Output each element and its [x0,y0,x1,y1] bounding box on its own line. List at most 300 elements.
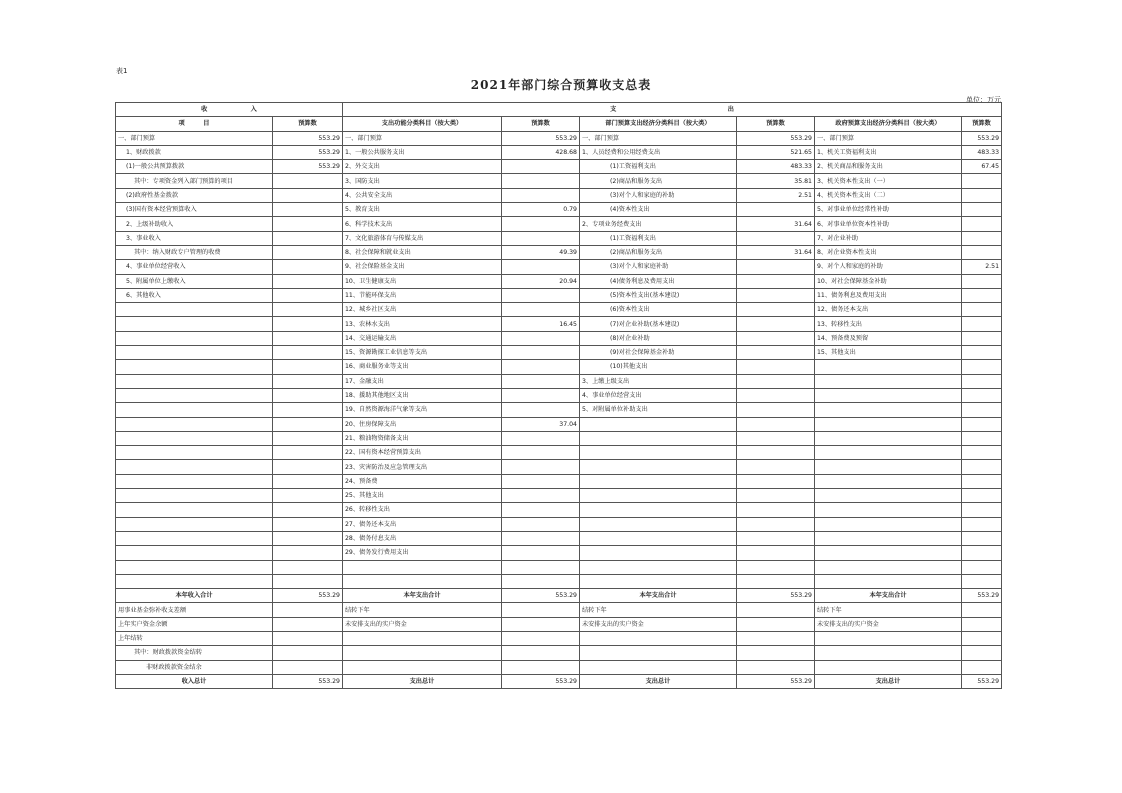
table-cell: 5、对附属单位补助支出 [580,403,737,417]
table-row [116,517,1002,531]
table-cell [815,660,962,674]
table-cell: 15、其他支出 [815,346,962,360]
table-cell [580,489,737,503]
table-cell [273,517,343,531]
table-cell [116,303,273,317]
table-row [116,417,1002,431]
table-row [116,331,1002,345]
table-cell: 553.29 [737,674,815,688]
table-cell [962,603,1002,617]
table-cell: 未安排支出的实户资金 [343,617,502,631]
table-cell [737,360,815,374]
table-cell [116,517,273,531]
column-header: 项 目 [116,117,273,131]
table-cell [273,245,343,259]
table-cell: 428.68 [502,145,580,159]
table-cell [116,489,273,503]
table-cell [273,374,343,388]
table-row [116,174,1002,188]
table-cell [502,560,580,574]
table-row [116,560,1002,574]
table-cell: 非财政拨款资金结余 [116,660,273,674]
table-row [116,403,1002,417]
table-cell: 7、对企业补助 [815,231,962,245]
table-cell [116,446,273,460]
table-cell [815,646,962,660]
table-cell: 553.29 [273,589,343,603]
table-cell [737,446,815,460]
table-cell [580,417,737,431]
table-cell: 1、一般公共服务支出 [343,145,502,159]
table-cell: 12、债务还本支出 [815,303,962,317]
table-cell: 一、部门预算 [343,131,502,145]
table-row [116,288,1002,302]
table-cell [815,546,962,560]
expense-group-header: 支 出 [343,103,1002,117]
table-cell [737,631,815,645]
table-cell [815,489,962,503]
table-cell [737,346,815,360]
table-cell: 结转下年 [580,603,737,617]
table-cell: 37.04 [502,417,580,431]
table-cell: 其中：专项资金列入部门预算的项目 [116,174,273,188]
table-cell [502,260,580,274]
table-cell [116,531,273,545]
table-row [116,160,1002,174]
table-cell: 14、预备费及预留 [815,331,962,345]
table-cell [580,531,737,545]
table-cell [502,217,580,231]
table-cell [116,360,273,374]
table-cell [962,617,1002,631]
table-cell [962,217,1002,231]
table-cell [502,160,580,174]
table-cell [737,517,815,531]
table-cell [737,603,815,617]
table-cell [815,517,962,531]
table-cell [502,174,580,188]
table-cell: 8、对企业资本性支出 [815,245,962,259]
table-cell: 4、机关资本性支出（二） [815,188,962,202]
table-cell: 本年支出合计 [580,589,737,603]
table-row [116,231,1002,245]
table-cell [962,203,1002,217]
table-row [116,131,1002,145]
table-cell [273,603,343,617]
unit-label: 单位：万元 [966,96,1001,104]
table-row [116,317,1002,331]
table-cell: 13、转移性支出 [815,317,962,331]
table-cell: 1、财政拨款 [116,145,273,159]
table-cell [962,417,1002,431]
table-cell [580,546,737,560]
table-cell [962,403,1002,417]
table-row [116,274,1002,288]
table-cell [502,617,580,631]
table-cell [502,603,580,617]
table-cell [580,660,737,674]
table-cell [502,374,580,388]
table-cell [737,431,815,445]
table-cell [580,460,737,474]
table-cell: 3、上缴上级支出 [580,374,737,388]
table-cell: 本年支出合计 [343,589,502,603]
column-header: 预算数 [962,117,1002,131]
table-cell [273,431,343,445]
table-cell [580,517,737,531]
income-group-header: 收 入 [116,103,343,117]
table-cell [580,646,737,660]
table-cell [273,288,343,302]
table-cell [273,646,343,660]
table-cell [737,474,815,488]
table-cell: 其中：财政拨款资金结转 [116,646,273,660]
table-row [116,203,1002,217]
table-cell: 6、科学技术支出 [343,217,502,231]
table-cell [962,646,1002,660]
table-cell: (1)工资福利支出 [580,231,737,245]
table-cell: 8、社会保障和就业支出 [343,245,502,259]
table-cell [273,503,343,517]
table-row [116,446,1002,460]
table-cell: (3)国有资本经营预算收入 [116,203,273,217]
table-row [116,374,1002,388]
table-cell: 31.64 [737,245,815,259]
table-cell [116,388,273,402]
table-cell [502,474,580,488]
table-cell [737,403,815,417]
table-cell [502,546,580,560]
table-row [116,503,1002,517]
table-cell [737,417,815,431]
table-cell: 结转下年 [343,603,502,617]
table-cell [273,460,343,474]
table-cell [962,174,1002,188]
table-cell [273,446,343,460]
table-cell [273,531,343,545]
table-cell: 一、部门预算 [815,131,962,145]
table-cell [737,231,815,245]
table-cell [737,303,815,317]
table-cell [273,474,343,488]
table-row [116,188,1002,202]
page-title: 2021年部门综合预算收支总表 [470,78,652,92]
table-cell: 3、事业收入 [116,231,273,245]
table-cell [737,503,815,517]
table-cell [815,560,962,574]
table-cell [962,388,1002,402]
table-cell: (1)一般公共预算拨款 [116,160,273,174]
table-cell [502,631,580,645]
table-cell [962,331,1002,345]
table-cell [962,374,1002,388]
table-cell [273,617,343,631]
table-cell [962,245,1002,259]
table-cell [962,288,1002,302]
table-cell: 1、机关工资福利支出 [815,145,962,159]
table-cell: 2.51 [962,260,1002,274]
table-cell [273,574,343,588]
table-row [116,303,1002,317]
table-cell: 2、专项业务经费支出 [580,217,737,231]
table-cell [737,388,815,402]
table-cell [343,560,502,574]
table-cell: 553.29 [737,131,815,145]
table-cell: 2、机关商品和服务支出 [815,160,962,174]
carry-row [116,617,1002,631]
table-cell [116,346,273,360]
table-cell [962,560,1002,574]
table-cell: 9、社会保险基金支出 [343,260,502,274]
table-cell: 16、商业服务业等支出 [343,360,502,374]
table-cell [116,560,273,574]
column-header: 预算数 [273,117,343,131]
table-cell [273,303,343,317]
table-cell [116,546,273,560]
table-cell: (1)工资福利支出 [580,160,737,174]
table-cell: 支出总计 [815,674,962,688]
budget-table [115,102,1002,689]
table-cell [343,631,502,645]
table-cell [815,431,962,445]
table-cell [962,346,1002,360]
table-cell [273,346,343,360]
table-cell: 31.64 [737,217,815,231]
table-cell: 5、对事业单位经常性补助 [815,203,962,217]
table-cell [343,574,502,588]
table-cell [737,203,815,217]
table-cell [116,374,273,388]
table-cell [962,489,1002,503]
table-cell [737,317,815,331]
table-cell: 11、债务利息及费用支出 [815,288,962,302]
table-cell [962,631,1002,645]
column-header: 预算数 [737,117,815,131]
table-row [116,531,1002,545]
table-cell: 23、灾害防治及应急管理支出 [343,460,502,474]
table-cell: 2.51 [737,188,815,202]
table-cell: 未安排支出的实户资金 [815,617,962,631]
table-cell [580,446,737,460]
table-cell [962,574,1002,588]
table-cell [116,317,273,331]
table-cell: 553.29 [273,674,343,688]
table-cell: 553.29 [962,674,1002,688]
table-cell [273,489,343,503]
table-cell: 553.29 [962,589,1002,603]
table-cell: 支出总计 [580,674,737,688]
table-cell: 2、上级补助收入 [116,217,273,231]
table-cell [737,331,815,345]
table-cell [502,489,580,503]
table-cell [502,346,580,360]
table-cell: (5)资本性支出(基本建设) [580,288,737,302]
table-cell [273,217,343,231]
table-cell [737,531,815,545]
table-cell: 553.29 [502,589,580,603]
table-cell [273,546,343,560]
table-cell [815,574,962,588]
table-cell [737,560,815,574]
table-cell: 20、住房保障支出 [343,417,502,431]
table-cell [502,503,580,517]
table-cell [502,646,580,660]
table-cell [737,460,815,474]
table-cell: 35.81 [737,174,815,188]
table-cell [815,460,962,474]
table-cell: 11、节能环保支出 [343,288,502,302]
table-number: 表1 [116,67,128,75]
header-row-columns [116,117,1002,131]
table-cell [116,503,273,517]
table-body [116,103,1002,689]
table-cell [273,174,343,188]
table-cell [502,360,580,374]
table-cell: 12、城乡社区支出 [343,303,502,317]
table-cell: 7、文化旅游体育与传媒支出 [343,231,502,245]
table-cell [737,660,815,674]
carry-row [116,646,1002,660]
table-cell: 553.29 [737,589,815,603]
table-cell: 2、外交支出 [343,160,502,174]
table-cell: 553.29 [502,674,580,688]
table-cell: 553.29 [273,160,343,174]
table-cell [815,503,962,517]
table-cell [116,474,273,488]
table-cell: 用事业基金弥补收支差额 [116,603,273,617]
table-cell: 28、债务付息支出 [343,531,502,545]
table-cell: 18、援助其他地区支出 [343,388,502,402]
table-cell: 15、资源勘探工业信息等支出 [343,346,502,360]
table-cell: 1、人员经费和公用经费支出 [580,145,737,159]
table-cell [273,417,343,431]
table-cell: 25、其他支出 [343,489,502,503]
table-cell: 21、粮油物资储备支出 [343,431,502,445]
table-cell [580,574,737,588]
table-cell [737,374,815,388]
table-cell: 16.45 [502,317,580,331]
table-row [116,460,1002,474]
table-cell: 支出总计 [343,674,502,688]
table-cell [502,188,580,202]
table-cell: 本年收入合计 [116,589,273,603]
table-cell: (4)资本性支出 [580,203,737,217]
column-header: 政府预算支出经济分类科目（按大类） [815,117,962,131]
table-cell: 17、金融支出 [343,374,502,388]
table-row [116,360,1002,374]
table-cell: 24、预备费 [343,474,502,488]
table-cell: (7)对企业补助(基本建设) [580,317,737,331]
table-cell: 14、交通运输支出 [343,331,502,345]
table-cell [737,274,815,288]
table-cell: 20.94 [502,274,580,288]
carry-row [116,660,1002,674]
table-cell [502,331,580,345]
table-cell [502,431,580,445]
table-row [116,574,1002,588]
table-cell [502,517,580,531]
table-cell [273,660,343,674]
table-cell [962,531,1002,545]
table-cell [815,531,962,545]
table-cell: 一、部门预算 [116,131,273,145]
table-cell: 13、农林水支出 [343,317,502,331]
table-cell: (2)政府性基金拨款 [116,188,273,202]
table-cell [502,288,580,302]
table-cell: 49.39 [502,245,580,259]
column-header: 预算数 [502,117,580,131]
table-cell [962,546,1002,560]
table-cell [737,546,815,560]
table-cell: (8)对企业补助 [580,331,737,345]
table-cell: 29、债务发行费用支出 [343,546,502,560]
table-cell [273,317,343,331]
table-cell: 5、附属单位上缴收入 [116,274,273,288]
table-cell [962,660,1002,674]
table-cell: (3)对个人和家庭的补助 [580,188,737,202]
table-cell: 6、其他收入 [116,288,273,302]
table-cell: 9、对个人和家庭的补助 [815,260,962,274]
table-cell [502,574,580,588]
table-cell: 3、国防支出 [343,174,502,188]
table-cell: 6、对事业单位资本性补助 [815,217,962,231]
table-cell: 483.33 [737,160,815,174]
table-cell [116,403,273,417]
table-cell [962,446,1002,460]
table-cell: 19、自然资源海洋气象等支出 [343,403,502,417]
table-cell [116,431,273,445]
table-cell: 67.45 [962,160,1002,174]
table-cell: 其中：纳入财政专户管理的收费 [116,245,273,259]
table-cell [273,260,343,274]
table-cell [815,360,962,374]
table-cell [815,417,962,431]
table-cell: 结转下年 [815,603,962,617]
table-cell: 483.33 [962,145,1002,159]
carry-row [116,631,1002,645]
table-row [116,346,1002,360]
table-cell [502,403,580,417]
table-cell [580,431,737,445]
table-cell [962,503,1002,517]
table-cell: 上年结转 [116,631,273,645]
table-cell [343,660,502,674]
table-cell [273,231,343,245]
table-row [116,145,1002,159]
table-row [116,245,1002,259]
table-cell [737,646,815,660]
grand-total-row [116,674,1002,688]
table-cell [962,460,1002,474]
table-cell: (6)资本性支出 [580,303,737,317]
column-header: 部门预算支出经济分类科目（按大类） [580,117,737,131]
table-cell [962,303,1002,317]
table-cell [502,303,580,317]
table-cell: 10、卫生健康支出 [343,274,502,288]
table-cell [962,360,1002,374]
table-row [116,260,1002,274]
header-row-group [116,103,1002,117]
table-cell: (2)商品和服务支出 [580,245,737,259]
table-cell [737,260,815,274]
column-header: 支出功能分类科目（按大类） [343,117,502,131]
table-cell [502,388,580,402]
table-cell: (3)对个人和家庭补助 [580,260,737,274]
table-cell: 27、债务还本支出 [343,517,502,531]
table-cell: 521.65 [737,145,815,159]
table-cell: 553.29 [962,131,1002,145]
totals-row [116,589,1002,603]
